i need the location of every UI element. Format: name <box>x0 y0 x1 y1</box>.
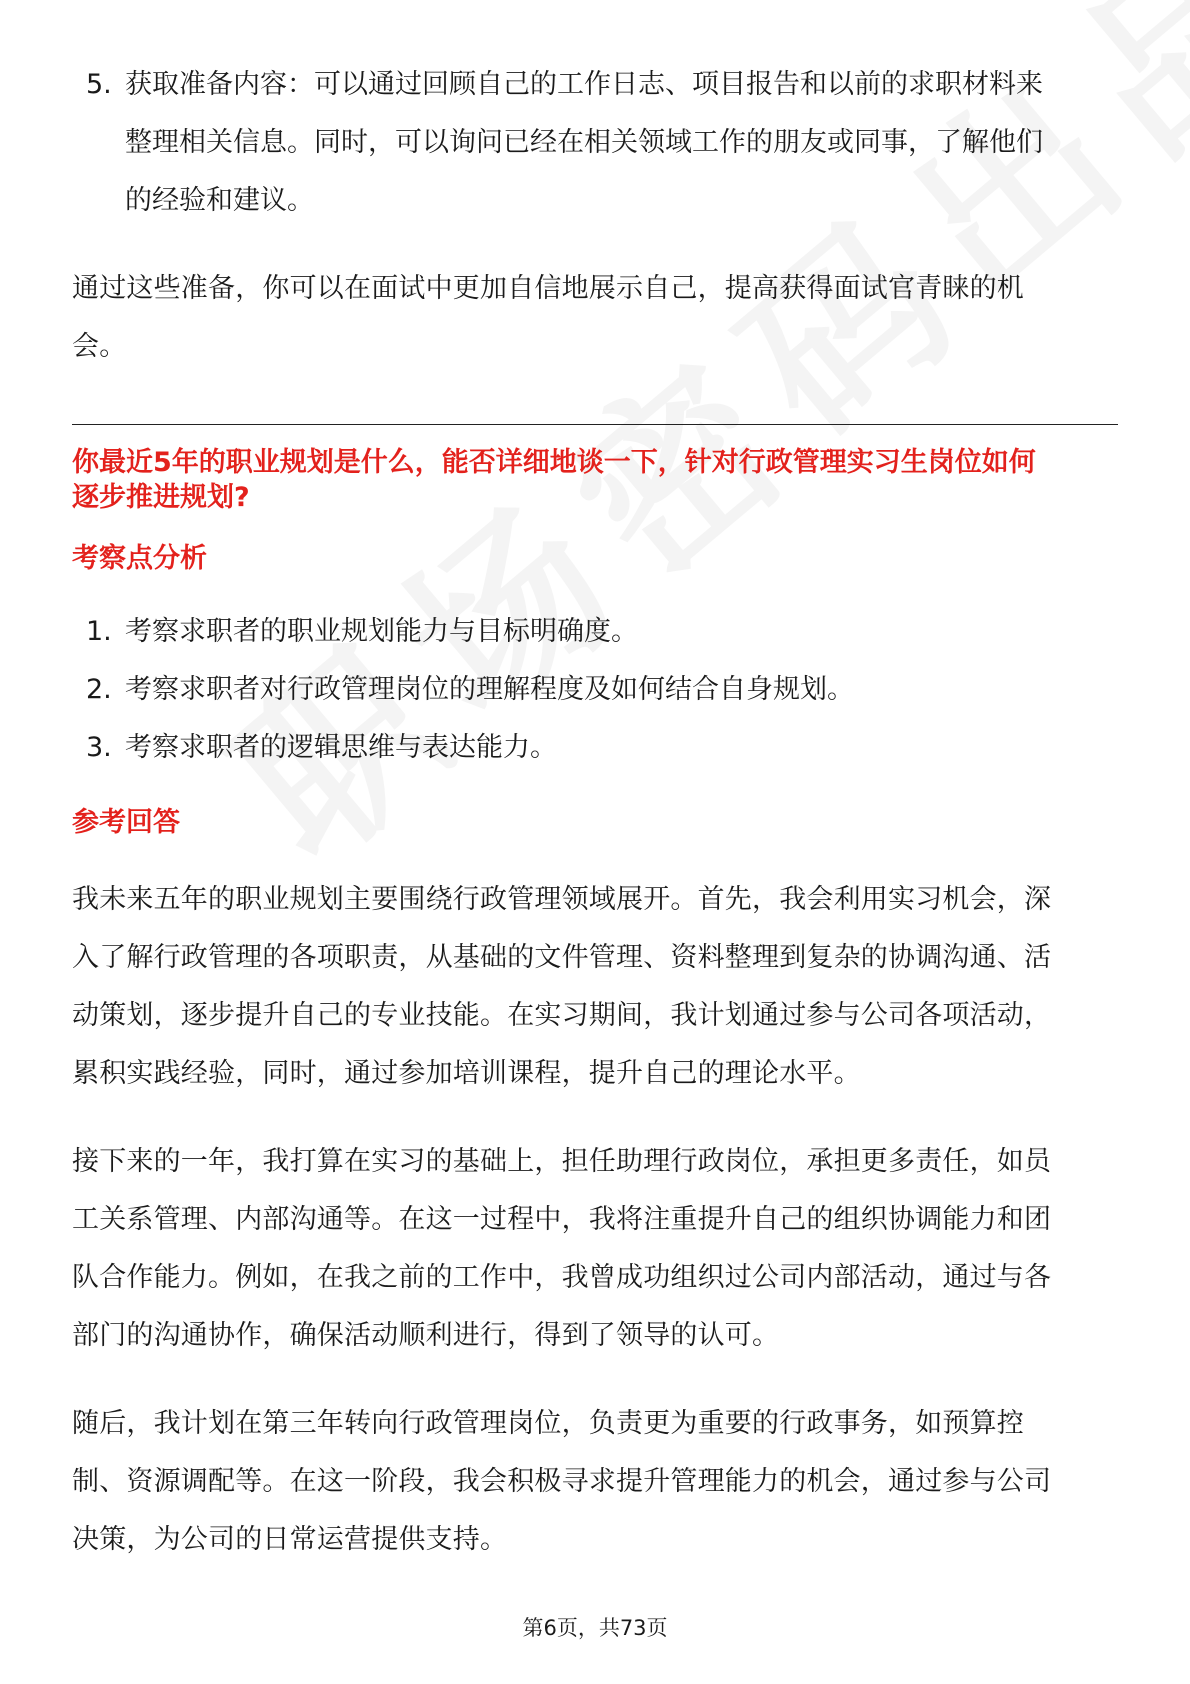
paragraph-line: 工关系管理、内部沟通等。在这一过程中，我将注重提升自己的组织协调能力和团 <box>72 1204 1052 1235</box>
answer-paragraph <box>72 1133 1118 1365</box>
question-line: 你最近5年的职业规划是什么，能否详细地谈一下，针对行政管理实习生岗位如何 <box>72 447 1036 478</box>
page-footer: 第6页，共73页 <box>522 1616 668 1640</box>
paragraph-line: 制、资源调配等。在这一阶段，我会积极寻求提升管理能力的机会，通过参与公司 <box>72 1466 1052 1497</box>
paragraph-line: 累积实践经验，同时，通过参加培训课程，提升自己的理论水平。 <box>72 1058 861 1089</box>
analysis-heading: 考察点分析 <box>72 543 207 574</box>
paragraph-line: 部门的沟通协作，确保活动顺利进行，得到了领导的认可。 <box>72 1320 780 1351</box>
paragraph-line: 入了解行政管理的各项职责，从基础的文件管理、资料整理到复杂的协调沟通、活 <box>72 942 1052 973</box>
list-text: 考察求职者对行政管理岗位的理解程度及如何结合自身规划。 <box>125 674 854 705</box>
paragraph-line: 决策，为公司的日常运营提供支持。 <box>72 1524 508 1555</box>
list-item <box>72 603 1118 661</box>
paragraph-line: 会。 <box>72 331 127 362</box>
list-line: 获取准备内容：可以通过回顾自己的工作日志、项目报告和以前的求职材料来 <box>125 69 1043 100</box>
list-number: 2. <box>86 674 112 705</box>
list-number: 1. <box>86 616 112 647</box>
paragraph-line: 接下来的一年，我打算在实习的基础上，担任助理行政岗位，承担更多责任，如员 <box>72 1146 1052 1177</box>
conclusion-paragraph <box>72 260 1118 376</box>
question-line: 逐步推进规划? <box>72 482 250 513</box>
list-text: 考察求职者的逻辑思维与表达能力。 <box>125 732 557 763</box>
question-title <box>72 445 1118 515</box>
list-number: 3. <box>86 732 112 763</box>
list-item <box>72 56 1118 230</box>
intro-list <box>72 56 1118 230</box>
analysis-list <box>72 603 1118 777</box>
list-item <box>72 661 1118 719</box>
answer-paragraph <box>72 871 1118 1103</box>
paragraph-line: 动策划，逐步提升自己的专业技能。在实习期间，我计划通过参与公司各项活动， <box>72 1000 1052 1031</box>
list-text: 考察求职者的职业规划能力与目标明确度。 <box>125 616 638 647</box>
paragraph-line: 队合作能力。例如，在我之前的工作中，我曾成功组织过公司内部活动，通过与各 <box>72 1262 1052 1293</box>
list-line: 的经验和建议。 <box>125 185 314 216</box>
list-number: 5. <box>86 69 112 100</box>
page-content <box>72 56 1118 1569</box>
list-item <box>72 719 1118 777</box>
answer-heading: 参考回答 <box>72 807 180 838</box>
paragraph-line: 通过这些准备，你可以在面试中更加自信地展示自己，提高获得面试官青睐的机 <box>72 273 1024 304</box>
answer-paragraph <box>72 1395 1118 1569</box>
list-line: 整理相关信息。同时，可以询问已经在相关领域工作的朋友或同事，了解他们 <box>125 127 1043 158</box>
paragraph-line: 随后，我计划在第三年转向行政管理岗位，负责更为重要的行政事务，如预算控 <box>72 1408 1024 1439</box>
paragraph-line: 我未来五年的职业规划主要围绕行政管理领域展开。首先，我会利用实习机会，深 <box>72 884 1052 915</box>
